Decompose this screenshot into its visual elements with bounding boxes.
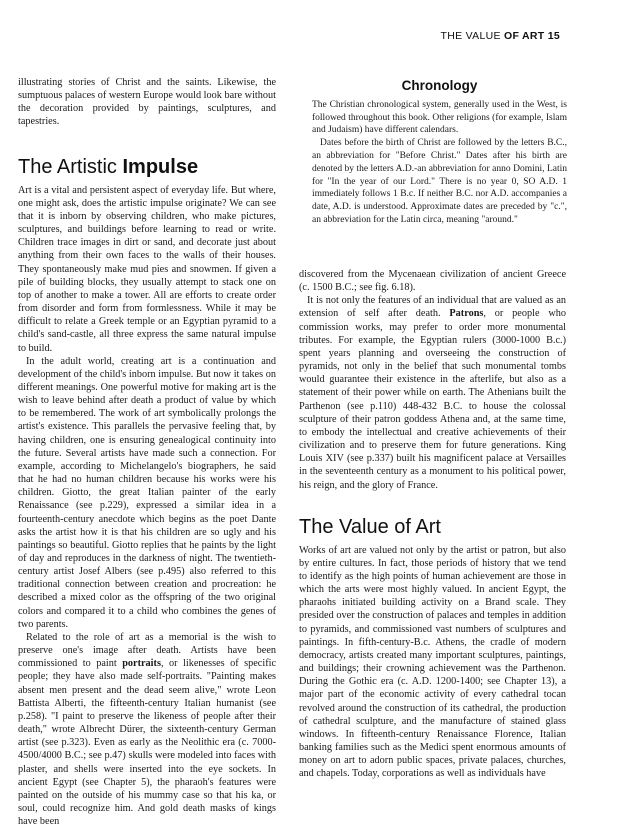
heading-bold-part: Impulse [122, 155, 199, 178]
paragraph [18, 631, 276, 828]
paragraph: Art is a vital and persistent aspect of everyday life. But where, one might ask, does the artistic impulse originate? We can see that it is inborn by observing children, who make pictures, sculptures, and buildings before learning to read or write. Children trace images in dirt or sand, and decorate just about anything from their own faces to the walls of their houses. They spontaneously make mud pies and snowmen. If given a pile of building blocks, they usually attempt to stack one on top of another to make a tower. All are efforts to create order from disorder and form from formlessness. While it may be difficult to relate a Greek temple or an Egyptian pyramid to a child's sand-castle, all three express the same natural impulse to build. [18, 184, 276, 354]
right-column [299, 268, 566, 780]
sidebar-paragraph: The Christian chronological system, generally used in the West, is followed throughout this book. Other religions (for example, Islam and Judaism) have different calendars. [312, 99, 567, 136]
paragraph-text: , or likenesses of specific people; they have also made self-portraits. "Painting makes absent men present and the dead seem alive," wrote Leon Battista Alberti, the fifteenth-century Italian humanist (see p.258). "I paint to preserve the likeness of people after their death," wrote Albrecht Dürer, the sixteenth-century German artist (see p.323). Even as early as the Neolithic era (c. 7000-4500/4000 B.C.; see p.47) skulls were modeled into faces with plaster, and shells were inserted into the eye sockets. In ancient Egypt (see Chapter 5), the pharaoh's features were painted on the outside of his mummy case so that his ka, or soul, could recognize him. And gold death masks of kings have been [18, 658, 277, 828]
paragraph [299, 294, 566, 491]
sidebar-paragraph: Dates before the birth of Christ are followed by the letters B.C., an abbreviation for "Before Christ." Dates after his birth are denoted by the letters A.D.-an abbreviation for anno Domini, Latin for "In the year of our Lord." There is no year 0, SO A.D. 1 immediately follows 1 B.c. If neither B.C. nor A.D. accompanies a date, A.D. is understood. Approximate dates are preceded by "c.", an abbreviation for the Latin circa, meaning "around." [312, 138, 567, 225]
paragraph-text: Related to the role of art as a memorial is the wish to preserve one's image after death. Artists have been commissioned to paint [18, 631, 276, 670]
paragraph: Works of art are valued not only by the artist or patron, but also by entire cultures. In fact, those periods of history that we tend to identify as the high points of human achievement are those in which the arts were most highly valued. In ancient Egypt, the pharaohs initiated building activity on a Brand scale. They presided over the construction of palaces and temples in addition to pyramids, and commissioned vast numbers of sculptures and paintings. In fifth-century-B.c. Athens, the cradle of modern democracy, artists created many important sculptures, paintings, and buildings; their crowning achievement was the Parthenon. During the Gothic era (c. A.D. 1200-1400; see Chapter 13), a major part of the economic activity of every cathedral tocan revolved around the construction of its cathedral, the production of cathedral sculpture, and the manufacture of stained glass windows. In fifteenth-century Renaissance Florence, Italian banking families such as the Medici spent enormous amounts of money on art to adorn public spaces, private palaces, churches, and chapels. Today, corporations as well as individuals have [299, 544, 566, 780]
chronology-sidebar [312, 80, 567, 227]
term-portraits: portraits [122, 658, 161, 670]
paragraph: In the adult world, creating art is a continuation and development of the child's inborn impulse. But now it takes on different meanings. One powerful motive for making art is the wish to leave behind after death a product of value by which to be remembered. The work of art symbolically prolongs the artist's existence. This parallels the pervasive feeling that, by having children, one is ensuring genealogical continuity into the future. Several artists have made such a connection. For example, according to Michelangelo's biographers, he said that he had no human children because his works were his children. Giotto, the great Italian painter of the early Renaissance (see p.229), expressed a similar idea in a fourteenth-century anecdote which begins as the poet Dante asks the artist how it is that his children are so ugly and his paintings so beautiful. Giotto replies that he paints by the light of day and reproduces in the darkness of night. The twentieth-century artist Josef Albers (see p.495) also referred to this traditional connection between creation and procreation: he described a mixed color as the offspring of the two original colors and compared it to a child who combines the genes of two parents. [18, 355, 276, 630]
paragraph: discovered from the Mycenaean civilization of ancient Greece (c. 1500 B.C.; see fig. 6.18). [299, 269, 566, 294]
left-column [18, 76, 276, 828]
paragraph-text: It is not only the features of an individual that are valued as an extension of self after death. [299, 295, 566, 320]
heading-normal-part: The Artistic [18, 155, 117, 178]
running-header-prefix: THE VALUE [440, 30, 501, 42]
running-header-page: OF ART 15 [504, 30, 560, 42]
paragraph-text: , or people who commission works, may prefer to order more monumental tributes. For example, the Egyptian rulers (3000-1000 B.c.) spent years planning and overseeing the construction of pyramids, not only in the belief that such monumental tombs would guarantee their existence in the afterlife, but also as a statement of their power while on earth. The Athenians built the Parthenon (see p.110) 448-432 B.C. to house the colossal sculpture of their patron goddess Athena and, at the same time, to embody the intellectual and creative achievements of their civilization and to preserve them for future generations. King Louis XIV (see p.337) built his magnificent palace at Versailles in the seventeenth century as a monument to his political power, his reign, and the glory of France. [299, 308, 567, 491]
intro-paragraph: illustrating stories of Christ and the saints. Likewise, the sumptuous palaces of western Europe would look bare without the decoration provided by paintings, sculptures, and tapestries. [18, 77, 276, 128]
running-header [441, 30, 560, 42]
section-heading-value-of-art: The Value of Art [299, 515, 441, 538]
section-heading-artistic-impulse [18, 155, 276, 179]
term-patrons: Patrons [449, 308, 484, 320]
sidebar-title: Chronology [401, 78, 478, 93]
